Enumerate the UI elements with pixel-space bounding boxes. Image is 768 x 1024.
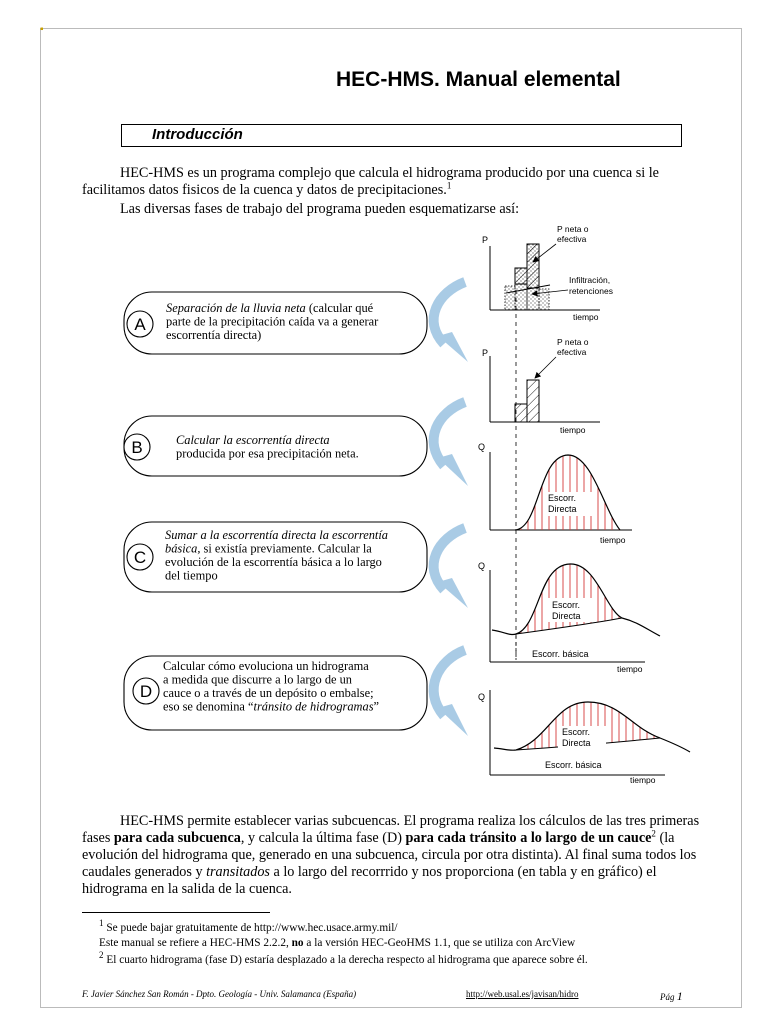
body-text-e: (la evolución del hidrograma que, generado en una subcuenca, circula por otra distinta). Al final suma todos los caudales generados y xyxy=(82,830,697,880)
flow-arrow-c xyxy=(434,528,468,608)
graph5-q-label: Q xyxy=(478,692,486,702)
footer-author: F. Javier Sánchez San Román - Dpto. Geología - Univ. Salamanca (España) xyxy=(82,989,357,999)
flow-arrows xyxy=(434,282,468,736)
graph3-q-label: Q xyxy=(478,442,486,452)
step-b-letter: B xyxy=(131,438,143,457)
step-b-line: producida por esa precipitación neta. xyxy=(176,446,359,461)
graph4-escorr-label-2: Directa xyxy=(552,611,581,621)
step-a-line: Separación de la lluvia neta (calcular qué xyxy=(166,301,374,315)
footnote-1-number: 1 xyxy=(99,918,104,929)
footnote-2-text: El cuarto hidrograma (fase D) estaría desplazado a la derecha respecto al hidrograma que aparece sobre él. xyxy=(103,954,588,966)
section-heading: Introducción xyxy=(152,126,243,143)
body-text-bold-transito: para cada tránsito a lo largo de un cauce xyxy=(405,830,652,846)
graph3-escorr-label-2: Directa xyxy=(548,504,577,514)
intro-text: HEC-HMS es un programa complejo que calcula el hidrograma producido por una cuenca si le facilitamos datos fisicos de la cuenca y datos de precipitaciones. xyxy=(82,165,659,198)
step-c-line: evolución de la escorrentía básica a lo largo xyxy=(165,555,382,569)
step-c-line: Sumar a la escorrentía directa la escorrentía xyxy=(165,528,389,542)
step-a-letter: A xyxy=(134,315,146,334)
phases-lead: Las diversas fases de trabajo del programa pueden esquematizarse así: xyxy=(120,201,520,217)
footnote-divider xyxy=(82,912,270,913)
graph3-escorr-label-1: Escorr. xyxy=(548,493,577,503)
graph5-tiempo-label: tiempo xyxy=(630,775,656,785)
graph1-tiempo-label: tiempo xyxy=(573,312,599,322)
step-d-line: cauce o a través de un depósito o embalse; xyxy=(163,686,374,700)
graph4-tiempo-label: tiempo xyxy=(617,664,643,674)
flow-arrow-d xyxy=(434,650,468,736)
footnote-1 xyxy=(99,918,398,935)
step-c-line: básica, si existía previamente. Calcular la xyxy=(165,541,372,556)
page-title: HEC-HMS. Manual elemental xyxy=(336,68,621,91)
step-d xyxy=(124,656,427,730)
corner-marker-icon: ▪ xyxy=(40,24,44,35)
graph5-escorr-label-1: Escorr. xyxy=(562,727,591,737)
graph4-basica-label: Escorr. básica xyxy=(532,649,589,659)
body-paragraph xyxy=(82,813,724,898)
body-text-bold-subcuenca: para cada subcuenca xyxy=(113,830,241,846)
graph1-pneta-label-1: P neta o xyxy=(557,224,589,234)
footer-page xyxy=(660,989,683,1004)
graph2-tiempo-label: tiempo xyxy=(560,425,586,435)
step-b-line: Calcular la escorrentía directa xyxy=(176,433,330,447)
footnote-2-number: 2 xyxy=(99,950,104,961)
footer-page-label: Pág xyxy=(660,992,675,1002)
step-d-line: Calcular cómo evoluciona un hidrograma xyxy=(163,659,369,673)
step-c-line: del tiempo xyxy=(165,568,218,583)
step-a xyxy=(124,292,427,354)
step-a-line: parte de la precipitación caída va a generar xyxy=(166,314,379,329)
graph3-tiempo-label: tiempo xyxy=(600,535,626,545)
flow-arrow-b xyxy=(434,402,468,486)
step-d-line: eso se denomina “tránsito de hidrogramas” xyxy=(163,699,380,714)
body-text-g: a lo largo del recorrrido y nos proporciona (en tabla y en gráfico) el hidrograma en la salida de la cuenca. xyxy=(82,864,657,897)
step-bubbles xyxy=(124,292,427,730)
footer-link[interactable]: http://web.usal.es/javisan/hidro xyxy=(466,989,579,999)
footnote-2 xyxy=(99,950,588,967)
graph2-pneta-label-2: efectiva xyxy=(557,347,587,357)
footnote-1-text: Se puede bajar gratuitamente de http://www.hec.usace.army.mil/ xyxy=(103,922,398,934)
footnote-1b-bold: no xyxy=(291,937,304,949)
graph5-escorr-label-2: Directa xyxy=(562,738,591,748)
footnote-1b xyxy=(99,937,575,950)
graph1-pneta-label-2: efectiva xyxy=(557,234,587,244)
footnote-1b-text-c: a la versión HEC-GeoHMS 1.1, que se utiliza con ArcView xyxy=(303,937,576,949)
graph4-escorr-label-1: Escorr. xyxy=(552,600,581,610)
footnote-ref-1[interactable]: 1 xyxy=(446,180,452,191)
graph-net-precipitation xyxy=(490,356,600,422)
graph4-q-label: Q xyxy=(478,561,486,571)
step-c xyxy=(124,522,427,592)
step-c-letter: C xyxy=(133,548,147,567)
body-text-c: , y calcula la última fase (D) xyxy=(240,830,406,846)
step-d-letter: D xyxy=(139,682,153,701)
footnote-ref-2[interactable]: 2 xyxy=(651,828,656,839)
footer-page-number: 1 xyxy=(676,989,683,1003)
body-text-a: HEC-HMS permite establecer varias subcuencas. El programa realiza los cálculos de las tres primeras fases xyxy=(82,813,700,846)
graph1-infil-label-1: Infiltración, xyxy=(569,275,611,285)
graph5-basica-label: Escorr. básica xyxy=(545,760,602,770)
graph-direct-runoff xyxy=(490,452,632,530)
step-d-line: a medida que discurre a lo largo de un xyxy=(163,672,353,687)
step-b xyxy=(124,416,427,476)
graph2-p-label: P xyxy=(482,348,489,358)
graph1-p-label: P xyxy=(482,235,489,245)
footnote-1b-text-a: Este manual se refiere a HEC-HMS 2.2.2, xyxy=(99,937,292,949)
body-text-italic-transitados: transitados xyxy=(206,864,270,880)
graph2-pneta-label-1: P neta o xyxy=(557,337,589,347)
step-a-line: escorrentía directa) xyxy=(166,328,262,342)
flow-arrow-a xyxy=(434,282,468,362)
graph1-infil-label-2: retenciones xyxy=(569,286,613,296)
